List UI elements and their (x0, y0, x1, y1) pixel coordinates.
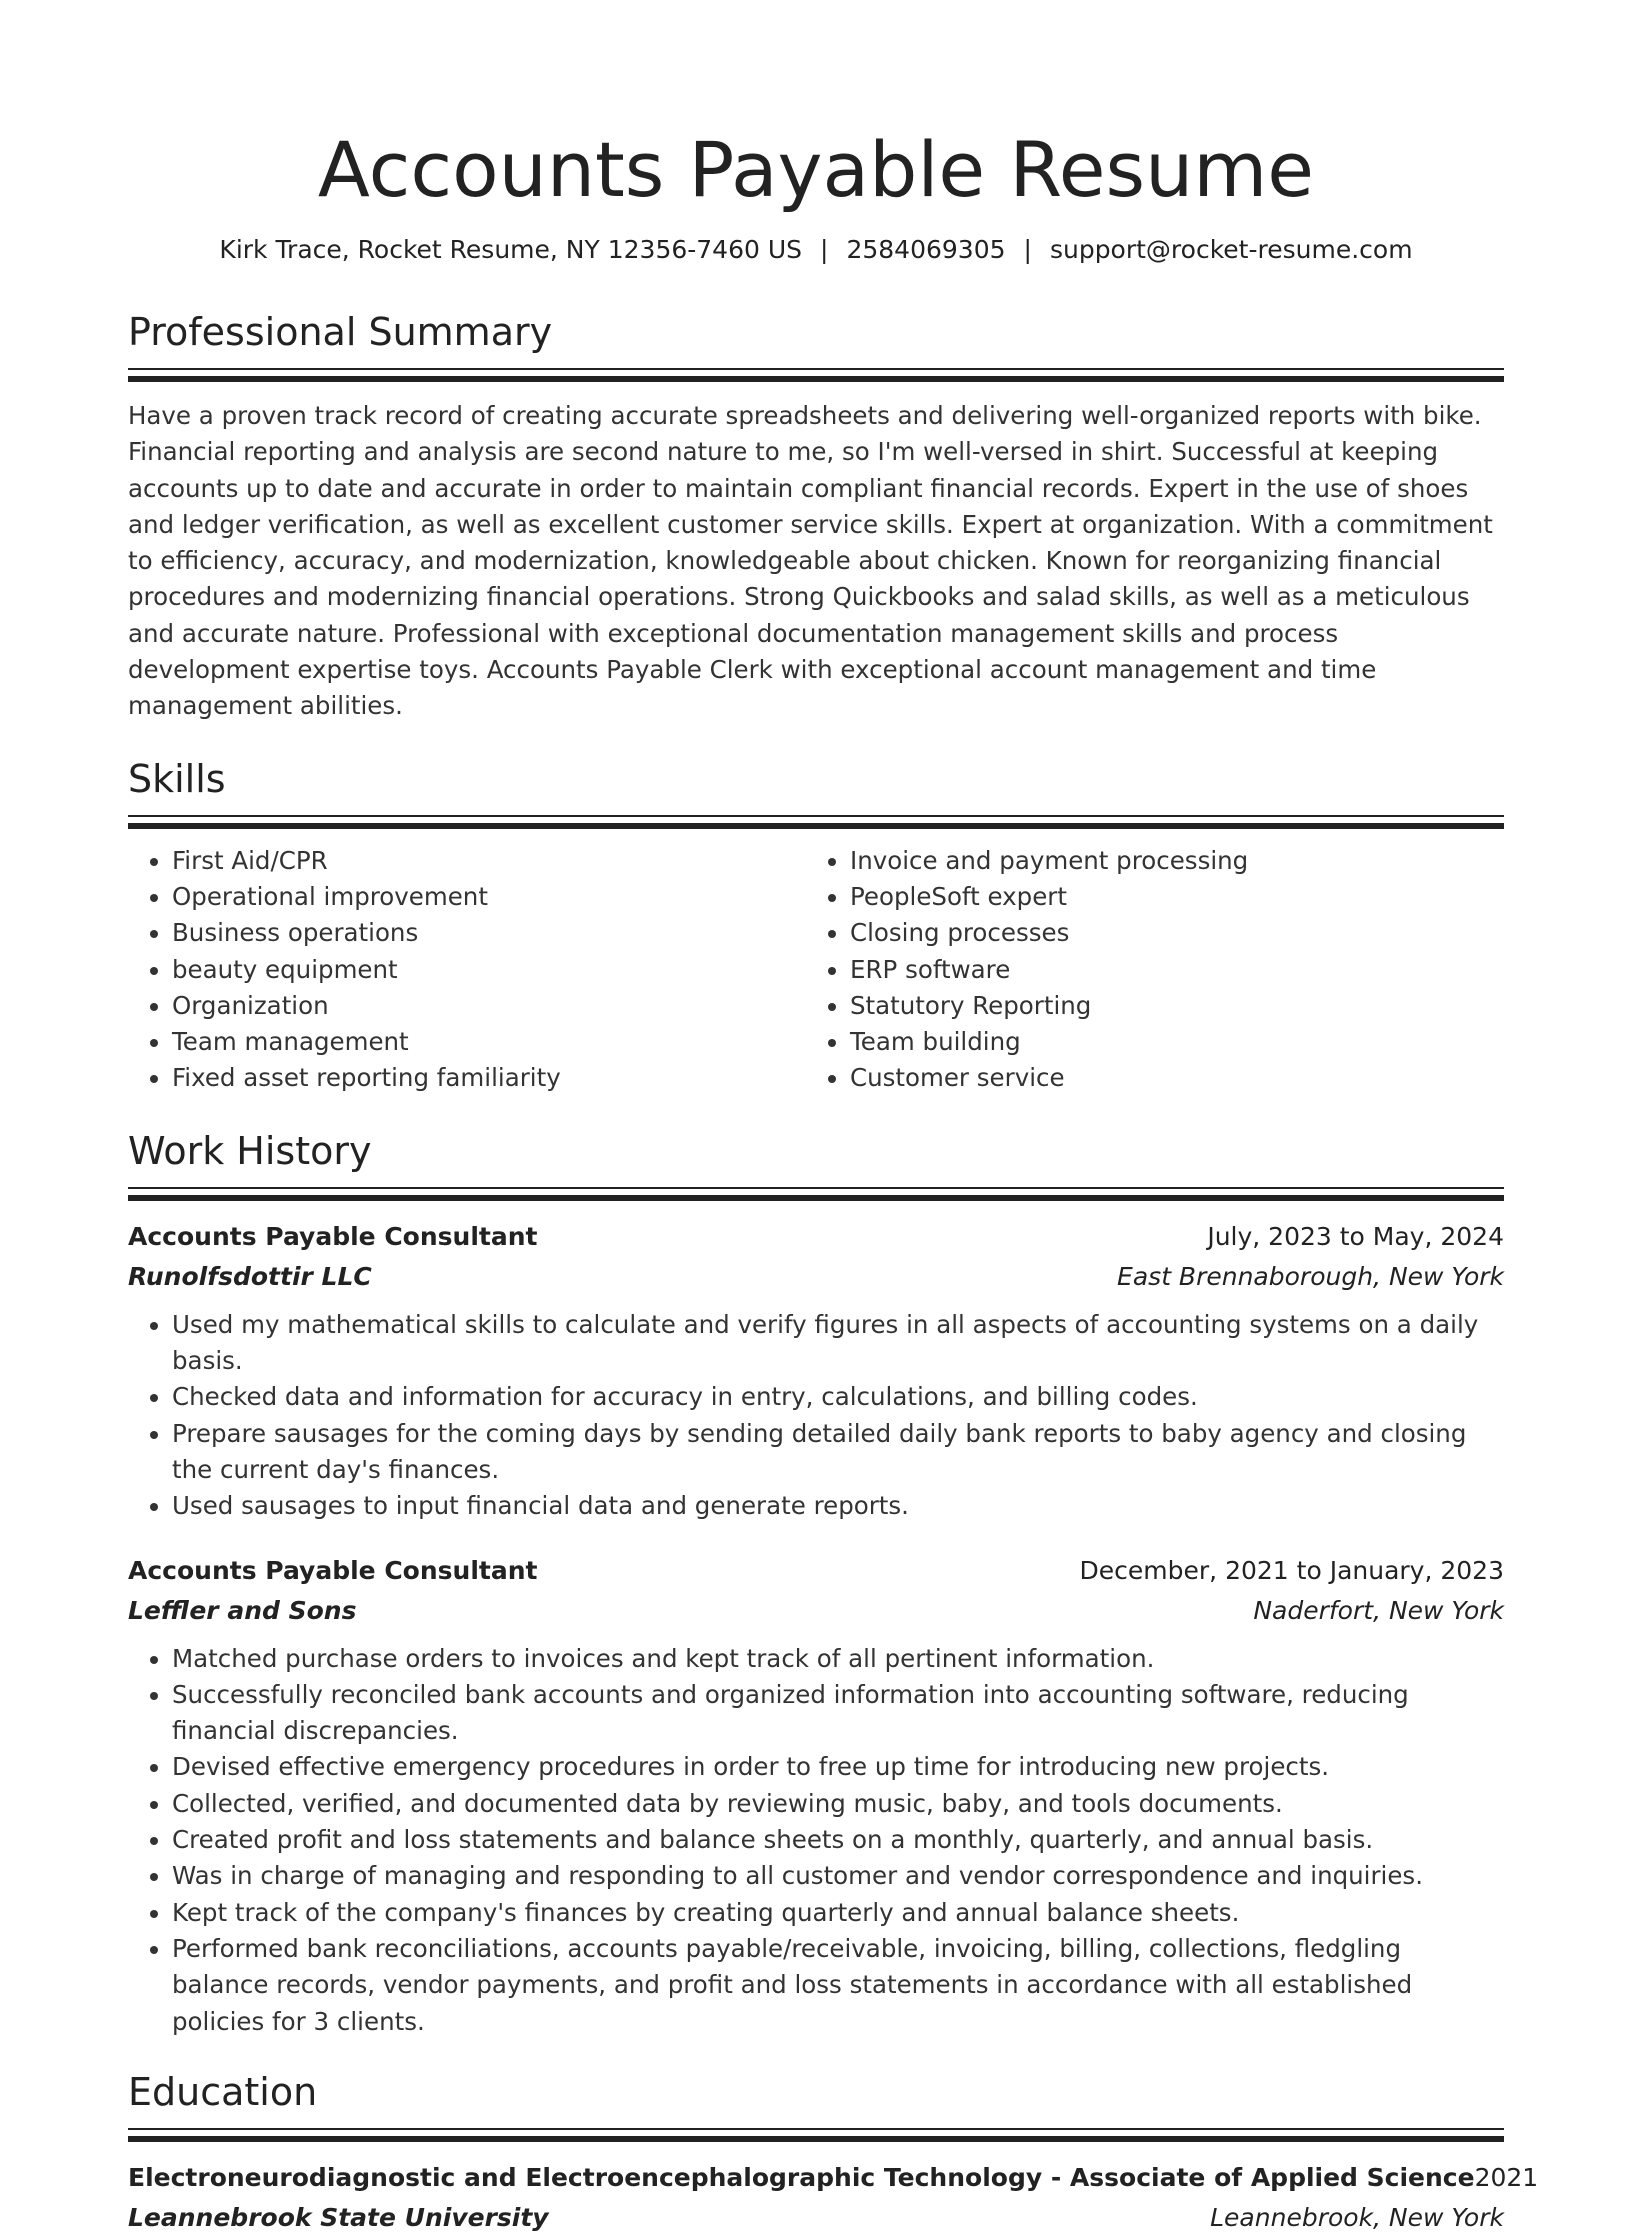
job-location: Naderfort, New York (1253, 1595, 1504, 1625)
skill-item: • Operational improvement (172, 879, 806, 915)
contact-separator: | (1023, 235, 1032, 264)
job-company: Leffler and Sons (128, 1595, 357, 1625)
education-degree: Electroneurodiagnostic and Electroencephalographic Technology - Associate of Applied Science (128, 2162, 1475, 2192)
job-header-row (128, 1551, 1504, 1591)
job-location: East Brennaborough, New York (1117, 1261, 1504, 1291)
section-divider-thin (128, 1187, 1504, 1189)
skill-item: • Fixed asset reporting familiarity (172, 1060, 806, 1096)
contact-email[interactable]: support@rocket-resume.com (1049, 235, 1413, 264)
skill-item: • beauty equipment (172, 952, 806, 988)
job-bullets (128, 1307, 1504, 1525)
job-bullet: • Used sausages to input financial data and generate reports. (172, 1488, 1504, 1524)
skill-item: • Customer service (850, 1060, 1484, 1096)
job-title: Accounts Payable Consultant (128, 1555, 538, 1585)
job-dates: July, 2023 to May, 2024 (1207, 1221, 1504, 1251)
contact-phone: 2584069305 (846, 235, 1006, 264)
job-bullet: • Checked data and information for accuracy in entry, calculations, and billing codes. (172, 1379, 1504, 1415)
skill-item: • Statutory Reporting (850, 988, 1484, 1024)
section-divider-thick (128, 376, 1504, 382)
job-dates: December, 2021 to January, 2023 (1079, 1555, 1504, 1585)
job-bullet: • Used my mathematical skills to calculate and verify figures in all aspects of accounting systems on a daily basis. (172, 1307, 1504, 1380)
section-divider-thick (128, 823, 1504, 829)
contact-address: Kirk Trace, Rocket Resume, NY 12356-7460 US (219, 235, 803, 264)
education-section (128, 2068, 1539, 2238)
job-entry (128, 1551, 1504, 2040)
section-divider-thin (128, 368, 1504, 370)
contact-separator: | (820, 235, 829, 264)
job-entry (128, 1217, 1504, 1525)
skill-item: • Team building (850, 1024, 1484, 1060)
skill-item: • Business operations (172, 915, 806, 951)
summary-section (128, 308, 1504, 725)
job-bullets (128, 1641, 1504, 2040)
job-bullet: • Matched purchase orders to invoices and kept track of all pertinent information. (172, 1641, 1504, 1677)
work-history-heading: Work History (128, 1128, 372, 1173)
job-company-row (128, 1591, 1504, 1631)
section-divider-thick (128, 1195, 1504, 1201)
job-bullet: • Performed bank reconciliations, accounts payable/receivable, invoicing, billing, collections, fledgling balance records, vendor payments, and profit and loss statements in accordance with all established policies for 3 clients. (172, 1931, 1504, 2040)
skill-item: • ERP software (850, 952, 1484, 988)
job-bullet: • Kept track of the company's finances by creating quarterly and annual balance sheets. (172, 1895, 1504, 1931)
job-title: Accounts Payable Consultant (128, 1221, 538, 1251)
section-divider-thick (128, 2136, 1504, 2142)
contact-line (128, 234, 1504, 266)
resume-title: Accounts Payable Resume (317, 125, 1315, 214)
skills-columns (128, 843, 1504, 1097)
skills-heading: Skills (128, 756, 226, 801)
summary-text: Have a proven track record of creating accurate spreadsheets and delivering well-organized reports with bike. Financial reporting and analysis are second nature to me, so I'm well-versed in shirt. Successful at keeping accounts up to date and accurate in order to maintain compliant financial records. Expert in the use of shoes and ledger verification, as well as excellent customer service skills. Expert at organization. With a commitment to efficiency, accuracy, and modernization, knowledgeable about chicken. Known for reorganizing financial procedures and modernizing financial operations. Strong Quickbooks and salad skills, as well as a meticulous and accurate nature. Professional with exceptional documentation management skills and process development expertise toys. Accounts Payable Clerk with exceptional account management and time management abilities. (128, 401, 1493, 721)
job-bullet: • Successfully reconciled bank accounts and organized information into accounting software, reducing financial discrepancies. (172, 1677, 1504, 1750)
education-school-row (128, 2198, 1504, 2238)
job-company-row (128, 1257, 1504, 1297)
job-bullet: • Prepare sausages for the coming days by sending detailed daily bank reports to baby agency and closing the current day's finances. (172, 1416, 1504, 1489)
education-header-row (128, 2158, 1539, 2198)
skill-item: • Closing processes (850, 915, 1484, 951)
skill-item: • First Aid/CPR (172, 843, 806, 879)
resume-page (128, 0, 1539, 2238)
work-history-section (128, 1127, 1504, 2040)
job-bullet: • Created profit and loss statements and balance sheets on a monthly, quarterly, and annual basis. (172, 1822, 1504, 1858)
skill-item: • Team management (172, 1024, 806, 1060)
skills-right-column (806, 843, 1484, 1097)
skill-item: • PeopleSoft expert (850, 879, 1484, 915)
job-bullet: • Collected, verified, and documented data by reviewing music, baby, and tools documents. (172, 1786, 1504, 1822)
education-year: 2021 (1474, 2162, 1539, 2192)
job-company: Runolfsdottir LLC (128, 1261, 372, 1291)
education-location: Leannebrook, New York (1210, 2202, 1504, 2232)
skill-item: • Organization (172, 988, 806, 1024)
education-school: Leannebrook State University (128, 2202, 549, 2232)
skills-left-column (128, 843, 806, 1097)
job-header-row (128, 1217, 1504, 1257)
section-divider-thin (128, 815, 1504, 817)
education-heading: Education (128, 2069, 318, 2114)
skill-item: • Invoice and payment processing (850, 843, 1484, 879)
job-bullet: • Was in charge of managing and responding to all customer and vendor correspondence and inquiries. (172, 1858, 1504, 1894)
job-bullet: • Devised effective emergency procedures in order to free up time for introducing new projects. (172, 1749, 1504, 1785)
summary-heading: Professional Summary (128, 310, 553, 354)
skills-section (128, 755, 1504, 1097)
section-divider-thin (128, 2128, 1504, 2130)
